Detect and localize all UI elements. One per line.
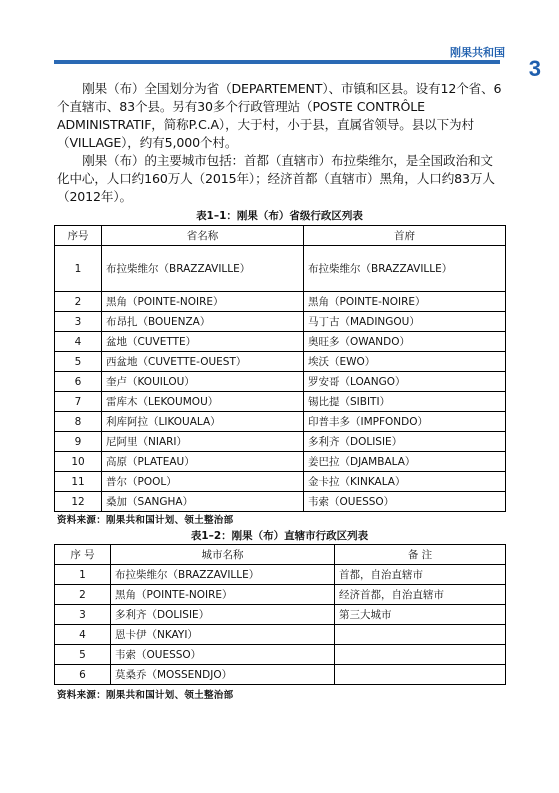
table-row [55,625,506,645]
cell-index: 5 [55,645,111,665]
paragraph-admin-divisions: 刚果（布）全国划分为省（DEPARTEMENT）、市镇和区县。设有12个省、6个直辖市、83个县。另有30多个行政管理站（POSTE CONTRÔLE ADMINISTRATIF，简称P.C.A），大于村，小于县，直属省领导。县以下为村（VILLAGE），约有5,000个村。 [57,81,502,150]
cell-province: 布昂扎（BOUENZA） [102,312,304,332]
table-row [55,492,506,512]
cell-capital: 多利齐（DOLISIE） [304,432,506,452]
cell-city: 莫桑乔（MOSSENDJO） [111,665,335,685]
header-province: 省名称 [102,226,304,246]
table-row [55,565,506,585]
table1-caption: 表1–1：刚果（布）省级行政区列表 [196,210,363,222]
cell-province: 西盆地（CUVETTE-OUEST） [102,352,304,372]
cell-remarks [335,665,506,685]
header-rule [54,60,500,64]
province-table [54,225,506,512]
cell-capital: 罗安哥（LOANGO） [304,372,506,392]
cell-capital: 布拉柴维尔（BRAZZAVILLE） [304,246,506,292]
table1-source: 资料来源：刚果共和国计划、领土整治部 [57,515,234,526]
cell-capital: 金卡拉（KINKALA） [304,472,506,492]
page-number: 3 [528,56,541,81]
cell-index: 1 [55,565,111,585]
cell-province: 桑加（SANGHA） [102,492,304,512]
cell-index: 3 [55,605,111,625]
header-index: 序号 [55,226,102,246]
table-row [55,392,506,412]
cell-index: 4 [55,332,102,352]
table-row [55,352,506,372]
table-row [55,452,506,472]
cell-province: 黑角（POINTE-NOIRE） [102,292,304,312]
cell-city: 黑角（POINTE-NOIRE） [111,585,335,605]
cell-province: 布拉柴维尔（BRAZZAVILLE） [102,246,304,292]
cell-province: 高原（PLATEAU） [102,452,304,472]
table-row [55,332,506,352]
table-row [55,665,506,685]
cell-province: 利库阿拉（LIKOUALA） [102,412,304,432]
cell-province: 盆地（CUVETTE） [102,332,304,352]
cell-province: 普尔（POOL） [102,472,304,492]
cell-city: 韦索（OUESSO） [111,645,335,665]
header-capital: 首府 [304,226,506,246]
cell-remarks [335,625,506,645]
table-row [55,645,506,665]
cell-index: 6 [55,372,102,392]
body-text [57,80,505,206]
header-index: 序 号 [55,545,111,565]
table-row [55,292,506,312]
table-row [55,585,506,605]
running-header-title: 刚果共和国 [450,46,505,59]
cell-index: 4 [55,625,111,645]
cell-province: 尼阿里（NIARI） [102,432,304,452]
cell-index: 6 [55,665,111,685]
table-row [55,605,506,625]
cell-capital: 韦索（OUESSO） [304,492,506,512]
cell-index: 3 [55,312,102,332]
cell-capital: 马丁古（MADINGOU） [304,312,506,332]
cell-city: 多利齐（DOLISIE） [111,605,335,625]
cell-index: 11 [55,472,102,492]
cell-capital: 印普丰多（IMPFONDO） [304,412,506,432]
cell-index: 8 [55,412,102,432]
cell-capital: 黑角（POINTE-NOIRE） [304,292,506,312]
municipality-table [54,544,506,685]
cell-remarks: 第三大城市 [335,605,506,625]
cell-capital: 奥旺多（OWANDO） [304,332,506,352]
header-city: 城市名称 [111,545,335,565]
cell-index: 7 [55,392,102,412]
table-row [55,472,506,492]
cell-index: 1 [55,246,102,292]
cell-city: 布拉柴维尔（BRAZZAVILLE） [111,565,335,585]
paragraph-major-cities: 刚果（布）的主要城市包括：首都（直辖市）布拉柴维尔，是全国政治和文化中心，人口约160万人（2015年）；经济首都（直辖市）黑角，人口约83万人（2012年）。 [57,153,495,204]
table-row [55,372,506,392]
cell-index: 12 [55,492,102,512]
cell-capital: 埃沃（EWO） [304,352,506,372]
table-header-row [55,545,506,565]
table-row [55,432,506,452]
cell-province: 雷库木（LEKOUMOU） [102,392,304,412]
table-row [55,312,506,332]
table-row [55,412,506,432]
table-header-row [55,226,506,246]
table2-caption: 表1–2：刚果（布）直辖市行政区列表 [190,530,369,542]
cell-city: 恩卡伊（NKAYI） [111,625,335,645]
cell-remarks [335,645,506,665]
cell-remarks: 首都，自治直辖市 [335,565,506,585]
cell-index: 10 [55,452,102,472]
cell-capital: 锡比提（SIBITI） [304,392,506,412]
cell-remarks: 经济首都，自治直辖市 [335,585,506,605]
cell-index: 5 [55,352,102,372]
cell-index: 9 [55,432,102,452]
cell-province: 奎卢（KOUILOU） [102,372,304,392]
cell-capital: 姜巴拉（DJAMBALA） [304,452,506,472]
table-row [55,246,506,292]
cell-index: 2 [55,292,102,312]
cell-index: 2 [55,585,111,605]
table2-source: 资料来源：刚果共和国计划、领土整治部 [57,690,234,701]
header-remarks: 备 注 [335,545,506,565]
